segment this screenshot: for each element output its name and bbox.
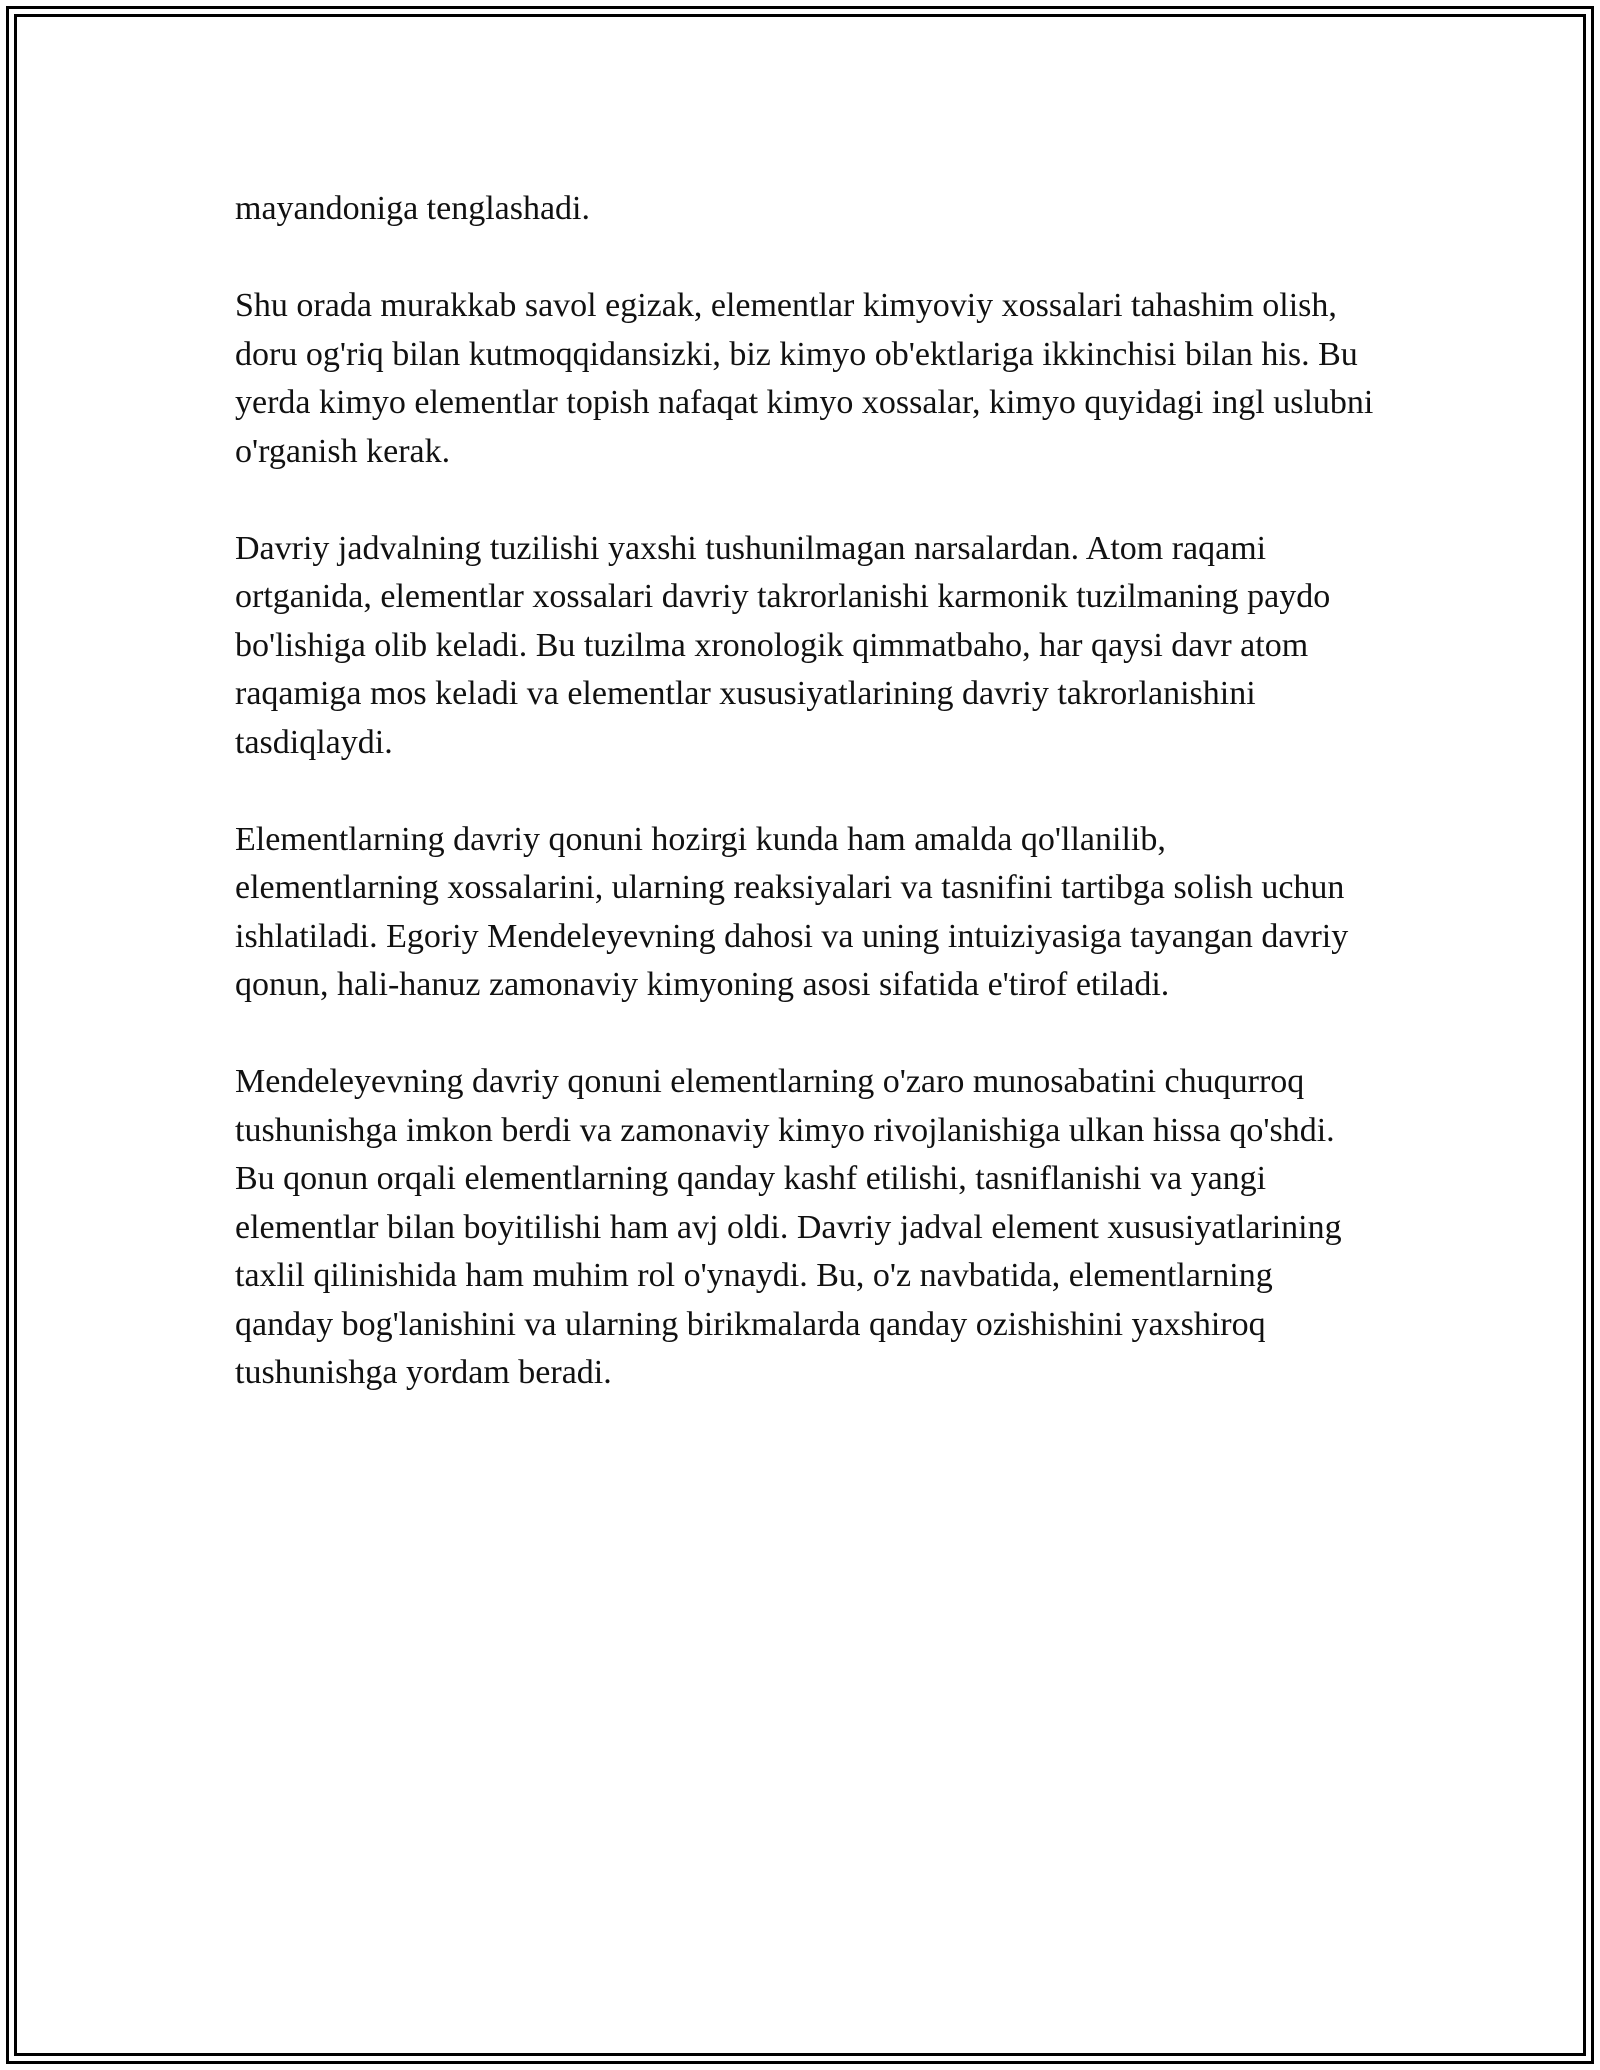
paragraph-continuation: mayandoniga tenglashadi. — [235, 190, 591, 227]
paragraph-periodic-law-usage: Elementlarning davriy qonuni hozirgi kunda ham amalda qo'llanilib, elementlarning xossalarini, ularning reaksiyalari va tasnifini tartibga solish uchun ishlatiladi. Egoriy Mendeleyevning dahosi va uning intuiziyasiga tayangan davriy qonun, hali-hanuz zamonaviy kimyoning asosi sifatida e'tirof etiladi. — [235, 820, 1349, 1003]
paragraph-periodic-table-structure: Davriy jadvalning tuzilishi yaxshi tushunilmagan narsalardan. Atom raqami ortganida, elementlar xossalari davriy takrorlanishi karmonik tuzilmaning paydo bo'lishiga olib keladi. Bu tuzilma xronologik qimmatbaho, har qaysi davr atom raqamiga mos keladi va elementlar xususiyatlarining davriy takrorlanishini tasdiqlaydi. — [235, 529, 1331, 761]
document-body — [235, 185, 1375, 1446]
paragraph-mendeleev-contribution: Mendeleyevning davriy qonuni elementlarning o'zaro munosabatini chuqurroq tushunishga imkon berdi va zamonaviy kimyo rivojlanishiga ulkan hissa qo'shdi. Bu qonun orqali elementlarning qanday kashf etilishi, tasniflanishi va yangi elementlar bilan boyitilishi ham avj oldi. Davriy jadval element xususiyatlarining taxlil qilinishida ham muhim rol o'ynaydi. Bu, o'z navbatida, elementlarning qanday bog'lanishini va ularning birikmalarda qanday ozishishini yaxshiroq tushunishga yordam beradi. — [235, 1063, 1342, 1391]
paragraph-chemistry-question: Shu orada murakkab savol egizak, elementlar kimyoviy xossalari tahashim olish, doru og'riq bilan kutmoqqidansizki, biz kimyo ob'ektlariga ikkinchisi bilan his. Bu yerda kimyo elementlar topish nafaqat kimyo xossalar, kimyo quyidagi ingl uslubni o'rganish kerak. — [235, 287, 1374, 470]
